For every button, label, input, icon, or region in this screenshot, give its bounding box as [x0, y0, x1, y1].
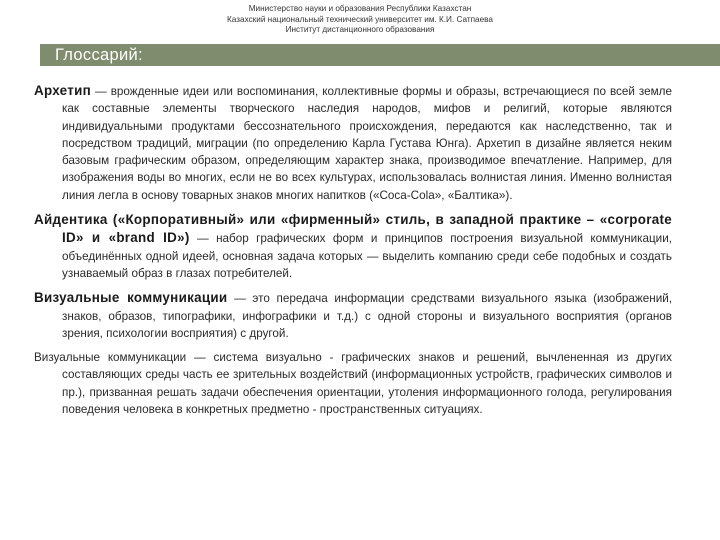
glossary-entry-visual-communications [34, 289, 672, 342]
header-institute: Институт дистанционного образования [285, 25, 435, 35]
entry-definition: — набор графических форм и принципов построения визуальной коммуникации, объединённых одной идеей, основная задача которых — выделить компанию среди себе подобных и создать узнаваемый образ в глазах потребителей. [62, 232, 672, 280]
header-university: Казахский национальный технический университет им. К.И. Сатпаева [227, 14, 493, 24]
page-title: Глоссарий: [55, 46, 143, 64]
title-bar [40, 44, 720, 66]
glossary-entry-identity [34, 211, 672, 282]
institution-header [0, 4, 720, 36]
entry-definition: — врожденные идеи или воспоминания, коллективные формы и образы, встречающиеся по всей земле как составные элементы творческого наследия народов, мифов и религий, которые являются индивидуальными продуктами бессознательного происхождения, передаются как наследственно, так и посредством традиций, миграции (по определению Карла Густава Юнга). Архетип в дизайне является неким базовым графическим образом, определяющим характер знака, производимое впечатление. Например, для изображения воды во многих, если не во всех культурах, использовалась волнистая линия. Именно волнистая линия легла в основу товарных знаков многих напитков («Coca-Cola», «Балтика»). [62, 85, 672, 202]
entry-term: Айдентика («Корпоративный» или «фирменный» стиль, в западной практике – «corporate ID» и «brand ID») [34, 212, 672, 246]
entry-term: Визуальные коммуникации [34, 290, 228, 306]
glossary-content [34, 82, 672, 425]
entry-definition: — это передача информации средствами визуального языка (изображений, знаков, образов, типографики, инфографики и т.д.) с одной стороны и визуального восприятия (органов зрения, психологии восприятия) с другой. [62, 292, 673, 340]
glossary-entry-visual-communications-system [34, 349, 672, 418]
entry-term: Архетип [34, 83, 92, 98]
glossary-entry-archetype [34, 82, 672, 204]
entry-definition: Визуальные коммуникации — система визуально - графических знаков и решений, вычлененная из других составляющих среды часть ее зрительных воздействий (информационных устройств, графических символов и пр.), призванная решать задачи обеспечения ориентации, утоления информационного голода, регулирования поведения человека в конкретных предметно - пространственных ситуациях. [34, 351, 672, 417]
header-ministry: Министерство науки и образования Республики Казахстан [248, 4, 472, 13]
